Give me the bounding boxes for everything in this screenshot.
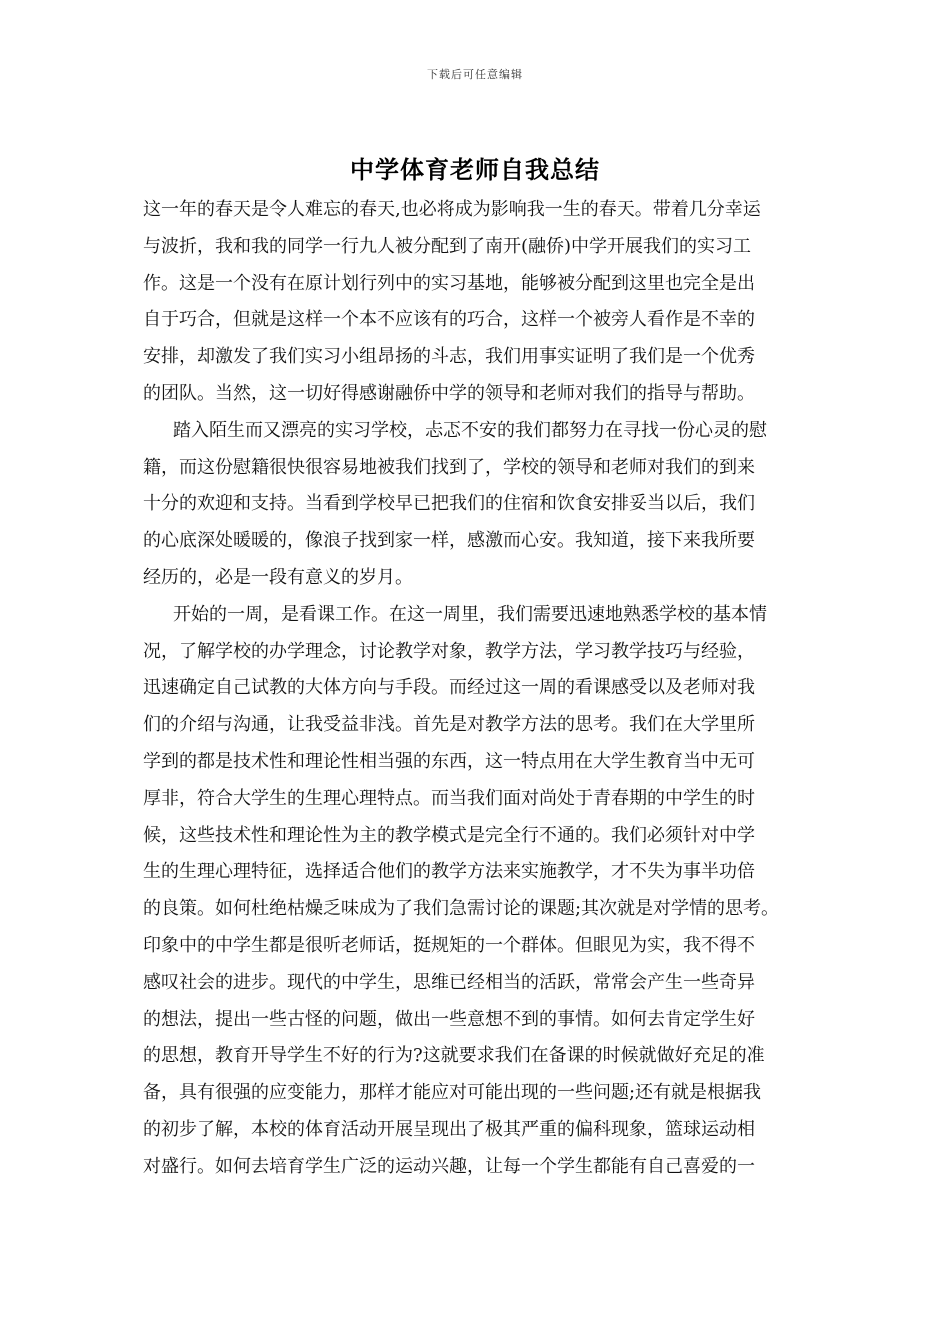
text-line: 籍，而这份慰籍很快很容易地被我们找到了，学校的领导和老师对我们的到来: [143, 456, 755, 478]
text-line: 与波折，我和我的同学一行九人被分配到了南开(融侨)中学开展我们的实习工: [143, 235, 752, 257]
document-title: 中学体育老师自我总结: [350, 155, 600, 184]
paragraph-1: [143, 192, 833, 413]
text-line: 的思想，教育开导学生不好的行为?这就要求我们在备课的时候就做好充足的准: [143, 1045, 765, 1067]
text-line: 的团队。当然，这一切好得感谢融侨中学的领导和老师对我们的指导与帮助。: [143, 382, 755, 404]
text-line: 的想法，提出一些古怪的问题，做出一些意想不到的事情。如何去肯定学生好: [143, 1008, 755, 1030]
text-line: 这一年的春天是令人难忘的春天,也必将成为影响我一生的春天。带着几分幸运: [143, 199, 761, 220]
text-line: 经历的，必是一段有意义的岁月。: [143, 566, 413, 588]
text-line: 作。这是一个没有在原计划行列中的实习基地，能够被分配到这里也完全是出: [143, 272, 755, 294]
text-line: 况，了解学校的办学理念，讨论教学对象，教学方法，学习教学技巧与经验，: [143, 640, 755, 662]
text-line: 印象中的中学生都是很听老师话，挺规矩的一个群体。但眼见为实，我不得不: [143, 934, 755, 956]
text-line: 十分的欢迎和支持。当看到学校早已把我们的住宿和饮食安排妥当以后，我们: [143, 493, 755, 515]
text-line: 候，这些技术性和理论性为主的教学模式是完全行不通的。我们必须针对中学: [143, 824, 755, 846]
text-line: 生的生理心理特征，选择适合他们的教学方法来实施教学，才不失为事半功倍: [143, 861, 755, 883]
text-line: 自于巧合，但就是这样一个本不应该有的巧合，这样一个被旁人看作是不幸的: [143, 309, 755, 331]
paragraph-3: [143, 597, 833, 1186]
page-header-note: 下载后可任意编辑: [427, 68, 523, 81]
document-body: [143, 192, 833, 1186]
text-line: 备，具有很强的应变能力，那样才能应对可能出现的一些问题;还有就是根据我: [143, 1082, 762, 1104]
text-line: 踏入陌生而又漂亮的实习学校，忐忑不安的我们都努力在寻找一份心灵的慰: [173, 419, 767, 441]
text-line: 的初步了解，本校的体育活动开展呈现出了极其严重的偏科现象，篮球运动相: [143, 1118, 755, 1140]
text-line: 开始的一周，是看课工作。在这一周里，我们需要迅速地熟悉学校的基本情: [173, 603, 767, 625]
text-line: 们的介绍与沟通，让我受益非浅。首先是对教学方法的思考。我们在大学里所: [143, 714, 755, 736]
text-line: 迅速确定自己试教的大体方向与手段。而经过这一周的看课感受以及老师对我: [143, 677, 755, 699]
text-line: 学到的都是技术性和理论性相当强的东西，这一特点用在大学生教育当中无可: [143, 750, 755, 772]
text-line: 的良策。如何杜绝枯燥乏味成为了我们急需讨论的课题;其次就是对学情的思考。: [143, 898, 780, 920]
text-line: 安排，却激发了我们实习小组昂扬的斗志，我们用事实证明了我们是一个优秀: [143, 346, 755, 368]
text-line: 的心底深处暖暖的，像浪子找到家一样，感激而心安。我知道，接下来我所要: [143, 530, 755, 552]
text-line: 对盛行。如何去培育学生广泛的运动兴趣，让每一个学生都能有自己喜爱的一: [143, 1155, 755, 1177]
text-line: 厚非，符合大学生的生理心理特点。而当我们面对尚处于青春期的中学生的时: [143, 787, 755, 809]
paragraph-2: [143, 413, 833, 597]
text-line: 感叹社会的进步。现代的中学生，思维已经相当的活跃，常常会产生一些奇异: [143, 971, 755, 993]
